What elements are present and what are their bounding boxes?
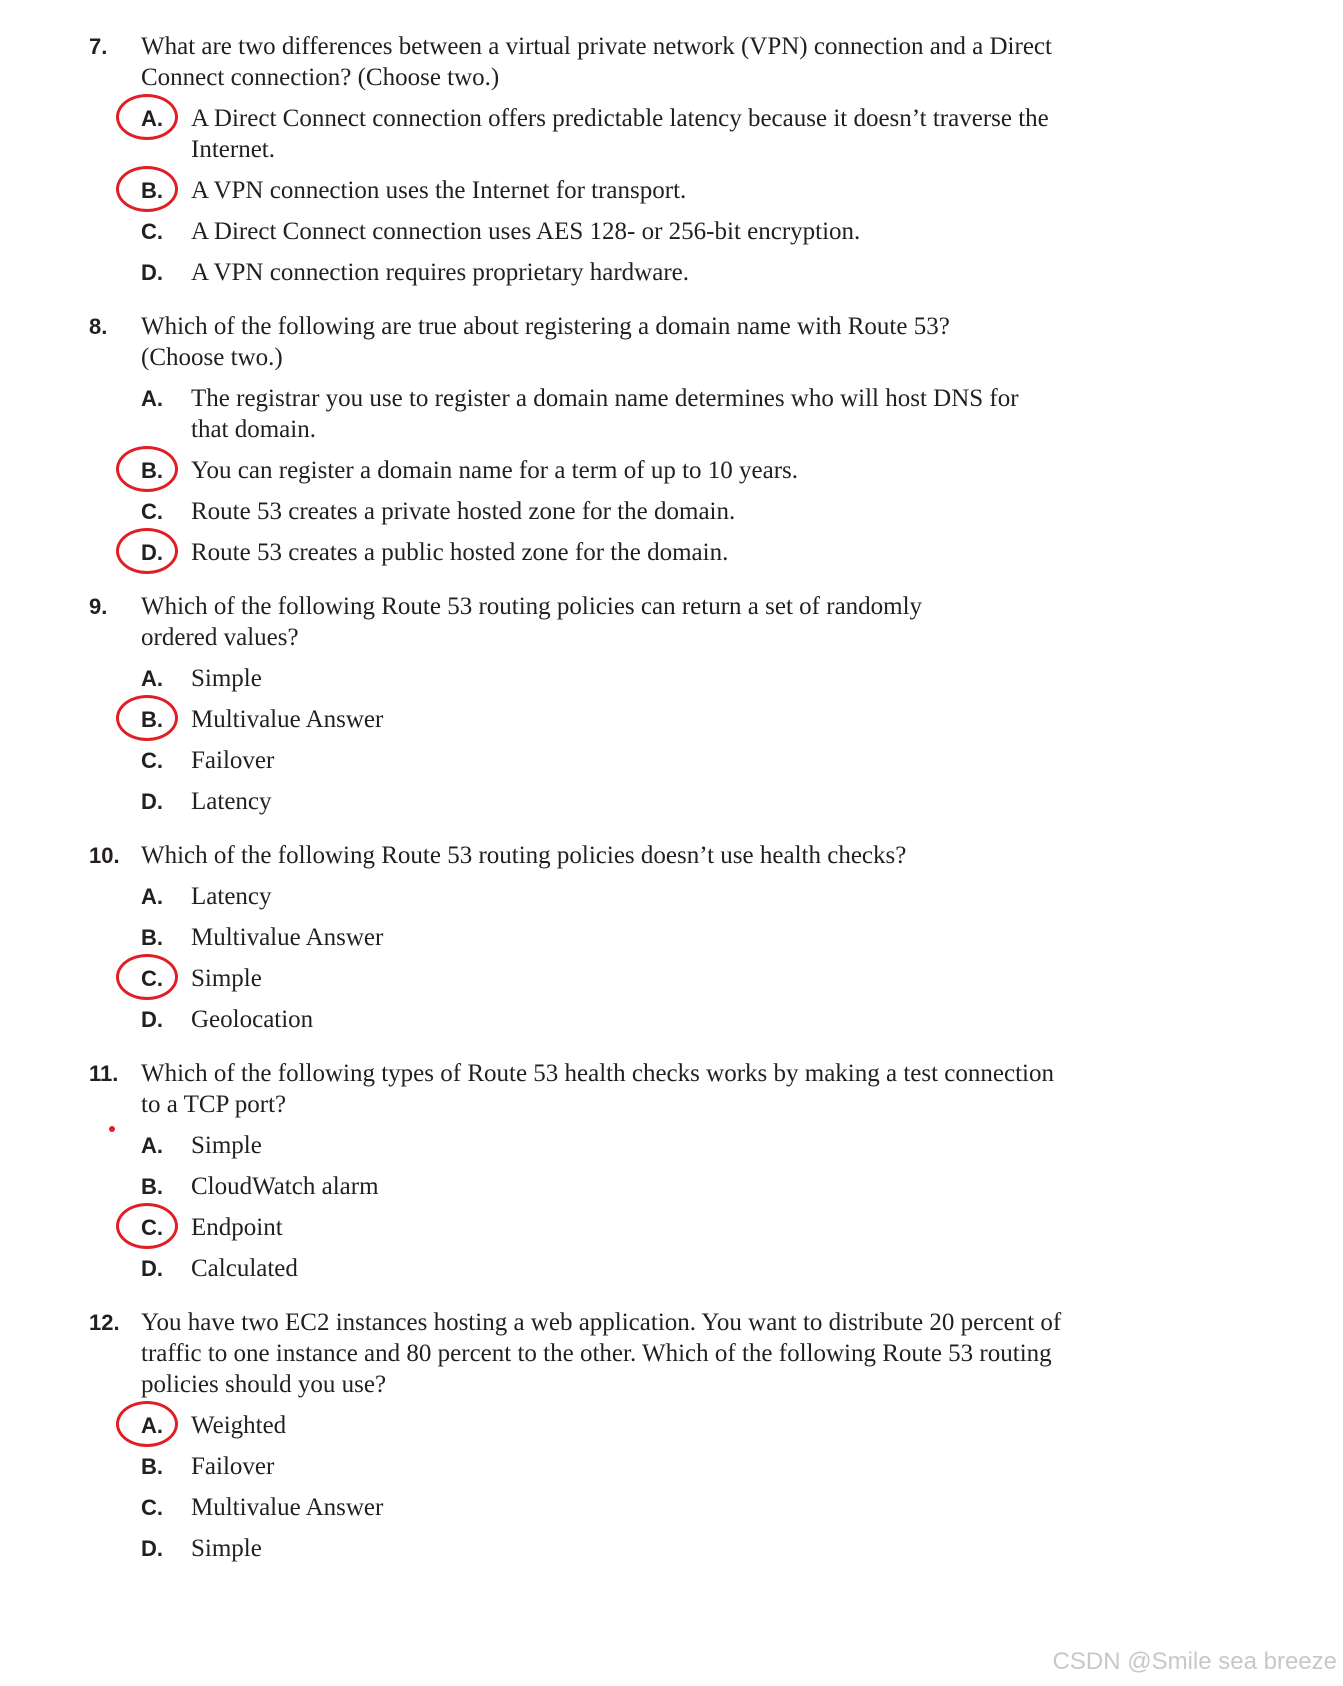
annotation-dot bbox=[109, 1126, 115, 1132]
option-text-line: A Direct Connect connection offers predictable latency because it doesn’t traverse the bbox=[191, 105, 1049, 132]
option-label: C. bbox=[141, 748, 163, 773]
option-text-line: Simple bbox=[191, 1132, 262, 1159]
option-text bbox=[191, 881, 1151, 912]
option-text bbox=[191, 1253, 1151, 1284]
option-label: B. bbox=[141, 1454, 163, 1479]
option-text-line: Multivalue Answer bbox=[191, 1494, 384, 1521]
answer-option bbox=[0, 1533, 1343, 1564]
option-text-line: A Direct Connect connection uses AES 128- or 256-bit encryption. bbox=[191, 218, 861, 245]
option-label: C. bbox=[141, 499, 163, 524]
question-text-line: to a TCP port? bbox=[141, 1091, 287, 1118]
question-text-line: (Choose two.) bbox=[141, 344, 283, 371]
option-text-line: Endpoint bbox=[191, 1214, 283, 1241]
option-text bbox=[191, 257, 1151, 288]
option-text-line: Calculated bbox=[191, 1255, 298, 1282]
answer-option bbox=[0, 537, 1343, 568]
option-text-line: Failover bbox=[191, 1453, 275, 1480]
option-text-line: Simple bbox=[191, 665, 262, 692]
answer-option bbox=[0, 963, 1343, 994]
option-text bbox=[191, 1130, 1151, 1161]
answer-option bbox=[0, 745, 1343, 776]
option-text-line: Internet. bbox=[191, 136, 275, 163]
question-text bbox=[141, 1307, 1181, 1400]
question-number: 9. bbox=[89, 594, 108, 619]
answer-option bbox=[0, 103, 1343, 165]
option-text bbox=[191, 1171, 1151, 1202]
question bbox=[0, 1058, 1343, 1284]
question-text bbox=[141, 1058, 1181, 1120]
answer-option bbox=[0, 1130, 1343, 1161]
question-number: 8. bbox=[89, 314, 108, 339]
option-text bbox=[191, 1212, 1151, 1243]
option-text bbox=[191, 1410, 1151, 1441]
answer-option bbox=[0, 455, 1343, 486]
option-label: C. bbox=[141, 1215, 163, 1240]
option-text-line: You can register a domain name for a term of up to 10 years. bbox=[191, 457, 799, 484]
answer-option bbox=[0, 1004, 1343, 1035]
question bbox=[0, 1307, 1343, 1564]
question bbox=[0, 31, 1343, 288]
question-text bbox=[141, 31, 1181, 93]
question bbox=[0, 840, 1343, 1035]
answer-option bbox=[0, 922, 1343, 953]
option-text bbox=[191, 1451, 1151, 1482]
option-label: B. bbox=[141, 178, 163, 203]
option-label: A. bbox=[141, 666, 163, 691]
option-label: A. bbox=[141, 1413, 163, 1438]
option-label: B. bbox=[141, 707, 163, 732]
question-text-line: Connect connection? (Choose two.) bbox=[141, 64, 500, 91]
answer-option bbox=[0, 257, 1343, 288]
option-label: D. bbox=[141, 1536, 163, 1561]
option-label: B. bbox=[141, 1174, 163, 1199]
answer-option bbox=[0, 1253, 1343, 1284]
option-text-line: A VPN connection uses the Internet for transport. bbox=[191, 177, 687, 204]
option-text bbox=[191, 1533, 1151, 1564]
option-text bbox=[191, 216, 1151, 247]
option-text bbox=[191, 103, 1151, 165]
option-label: C. bbox=[141, 966, 163, 991]
watermark: CSDN @Smile sea breeze bbox=[1052, 1648, 1337, 1675]
option-label: D. bbox=[141, 789, 163, 814]
question-text-line: Which of the following Route 53 routing policies doesn’t use health checks? bbox=[141, 842, 907, 869]
option-text-line: Route 53 creates a public hosted zone for the domain. bbox=[191, 539, 729, 566]
option-label: D. bbox=[141, 1007, 163, 1032]
answer-option bbox=[0, 663, 1343, 694]
option-label: A. bbox=[141, 1133, 163, 1158]
option-text bbox=[191, 1004, 1151, 1035]
option-text bbox=[191, 922, 1151, 953]
answer-option bbox=[0, 704, 1343, 735]
option-text-line: Multivalue Answer bbox=[191, 924, 384, 951]
option-text bbox=[191, 963, 1151, 994]
question-text-line: Which of the following Route 53 routing policies can return a set of randomly bbox=[141, 593, 923, 620]
option-text bbox=[191, 704, 1151, 735]
answer-option bbox=[0, 1492, 1343, 1523]
question-text bbox=[141, 840, 1181, 871]
option-text bbox=[191, 786, 1151, 817]
option-text-line: CloudWatch alarm bbox=[191, 1173, 379, 1200]
option-label: A. bbox=[141, 106, 163, 131]
option-text-line: The registrar you use to register a domain name determines who will host DNS for bbox=[191, 385, 1019, 412]
question-text-line: ordered values? bbox=[141, 624, 299, 651]
option-text-line: Latency bbox=[191, 788, 272, 815]
question bbox=[0, 311, 1343, 568]
option-label: A. bbox=[141, 386, 163, 411]
option-text-line: Simple bbox=[191, 1535, 262, 1562]
option-text bbox=[191, 537, 1151, 568]
question-text bbox=[141, 311, 1181, 373]
option-text bbox=[191, 455, 1151, 486]
option-text-line: Weighted bbox=[191, 1412, 287, 1439]
option-text-line: Latency bbox=[191, 883, 272, 910]
option-text-line: that domain. bbox=[191, 416, 316, 443]
option-label: D. bbox=[141, 1256, 163, 1281]
option-label: D. bbox=[141, 260, 163, 285]
question-text-line: Which of the following types of Route 53 health checks works by making a test connection bbox=[141, 1060, 1054, 1087]
option-text bbox=[191, 383, 1151, 445]
answer-option bbox=[0, 1212, 1343, 1243]
option-text bbox=[191, 1492, 1151, 1523]
option-label: C. bbox=[141, 219, 163, 244]
option-text bbox=[191, 663, 1151, 694]
option-label: A. bbox=[141, 884, 163, 909]
option-text-line: Failover bbox=[191, 747, 275, 774]
option-label: D. bbox=[141, 540, 163, 565]
question-text-line: traffic to one instance and 80 percent to the other. Which of the following Route 53 routing bbox=[141, 1340, 1052, 1367]
answer-option bbox=[0, 496, 1343, 527]
answer-option bbox=[0, 881, 1343, 912]
option-text bbox=[191, 175, 1151, 206]
answer-option bbox=[0, 1451, 1343, 1482]
option-text-line: Geolocation bbox=[191, 1006, 314, 1033]
option-label: B. bbox=[141, 925, 163, 950]
question-number: 11. bbox=[89, 1061, 119, 1086]
answer-option bbox=[0, 1410, 1343, 1441]
question-text-line: What are two differences between a virtual private network (VPN) connection and a Direct bbox=[141, 33, 1052, 60]
option-text-line: Multivalue Answer bbox=[191, 706, 384, 733]
question-text-line: Which of the following are true about registering a domain name with Route 53? bbox=[141, 313, 950, 340]
answer-option bbox=[0, 175, 1343, 206]
option-text bbox=[191, 745, 1151, 776]
option-label: C. bbox=[141, 1495, 163, 1520]
answer-option bbox=[0, 786, 1343, 817]
question bbox=[0, 591, 1343, 817]
question-text-line: policies should you use? bbox=[141, 1371, 387, 1398]
option-text-line: Simple bbox=[191, 965, 262, 992]
question-text bbox=[141, 591, 1181, 653]
question-number: 7. bbox=[89, 34, 108, 59]
question-list bbox=[0, 31, 1343, 1564]
option-text bbox=[191, 496, 1151, 527]
answer-option bbox=[0, 216, 1343, 247]
answer-option bbox=[0, 1171, 1343, 1202]
option-label: B. bbox=[141, 458, 163, 483]
question-number: 12. bbox=[89, 1310, 120, 1335]
answer-option bbox=[0, 383, 1343, 445]
question-number: 10. bbox=[89, 843, 120, 868]
option-text-line: Route 53 creates a private hosted zone for the domain. bbox=[191, 498, 736, 525]
question-text-line: You have two EC2 instances hosting a web application. You want to distribute 20 percent of bbox=[141, 1309, 1062, 1336]
option-text-line: A VPN connection requires proprietary hardware. bbox=[191, 259, 689, 286]
